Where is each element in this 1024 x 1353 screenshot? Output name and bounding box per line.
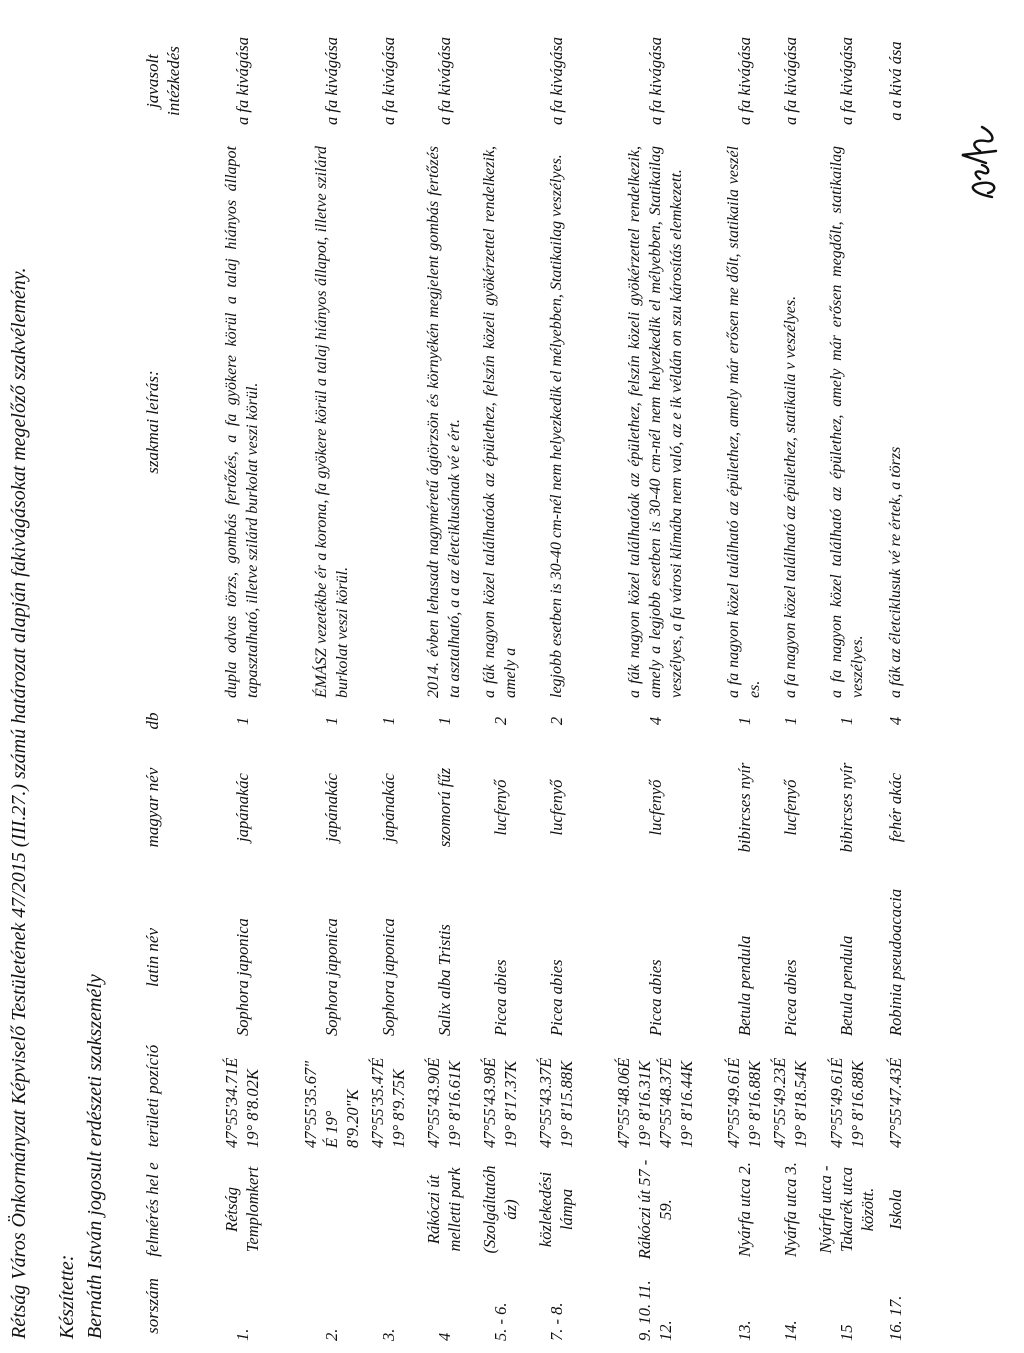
- row-count: 2: [490, 716, 510, 726]
- row-position: [411, 1040, 477, 1152]
- row-latin-name: Sophora japonica: [378, 918, 398, 1036]
- position-line: 47°55'34.71É: [222, 1057, 241, 1148]
- author-label: Készítette:: [56, 1254, 78, 1339]
- row-position: [721, 1040, 767, 1152]
- row-description: a fa nagyon közel található az épülethez, amely már erősen megdőlt, statikailag veszélyes.: [827, 146, 866, 698]
- row-number: 15: [837, 1324, 856, 1341]
- row-count: 1: [434, 716, 454, 726]
- header-action: javasolt intézkedés: [143, 46, 183, 116]
- row-location: Iskola: [885, 1189, 905, 1230]
- position-line: 8'9.20"K: [343, 1089, 362, 1148]
- row-count: 1: [232, 716, 252, 726]
- row-number: 1.: [232, 1328, 252, 1341]
- header-count: db: [143, 712, 162, 730]
- row-position: [589, 1040, 721, 1152]
- position-line: 47°55'35.67": [301, 1060, 320, 1148]
- row-hungarian-name: lucfenyő: [546, 779, 566, 836]
- row-hungarian-name: lucfenyő: [780, 779, 800, 836]
- table-row: [365, 20, 411, 1345]
- position-line: 19° 8'16.44K: [677, 1060, 696, 1148]
- table-header-row: [140, 20, 186, 1345]
- position-line: 19° 8'16.88K: [745, 1060, 764, 1148]
- row-description: a fák nagyon közel találhatóak az épülethez, felszín közeli gyökérzettel rendelkezik, amely a: [481, 146, 519, 698]
- row-action: a fa kivágása: [546, 37, 566, 125]
- table-row: [298, 20, 365, 1345]
- row-description: ÉMÁSZ vezetékbe ér a korona, fa gyökere körül a talaj hiányos állapot, illetve szilárd burkolat veszi körül.: [312, 146, 351, 698]
- row-position: [813, 1040, 880, 1152]
- row-position: [880, 1040, 910, 1152]
- row-latin-name: Robinia pseudoacacia: [885, 888, 905, 1036]
- row-count: 4: [645, 716, 665, 726]
- row-location: [365, 1152, 411, 1267]
- row-action: a a kivá ása: [885, 41, 905, 121]
- header-position: területi pozíció: [143, 1044, 162, 1148]
- row-latin-name: Sophora japonica: [322, 918, 341, 1036]
- row-description: a fák az életciklusuk vé re értek, a törzs: [886, 446, 904, 698]
- row-number: 3.: [378, 1328, 398, 1341]
- row-hungarian-name: fehér akác: [885, 772, 905, 843]
- row-action: a fa kivágása: [837, 37, 856, 125]
- row-number: 16. 17.: [885, 1295, 905, 1341]
- row-count: 1: [837, 716, 856, 726]
- row-description: a fa nagyon közel található az épülethez, amely már erősen me dőlt, statikaila veszél es.: [725, 146, 763, 698]
- row-latin-name: Sophora japonica: [232, 918, 252, 1036]
- row-action: a fa kivágása: [378, 37, 398, 125]
- table-row: [186, 20, 298, 1345]
- position-line: 47°55'43.37É: [536, 1057, 555, 1148]
- row-count: 1: [322, 716, 341, 726]
- row-number: 13.: [734, 1320, 754, 1341]
- position-line: 47°55'49.61É: [826, 1057, 846, 1148]
- row-count: 1: [734, 716, 754, 726]
- row-hungarian-name: szomorú fűz: [434, 767, 454, 848]
- position-line: 47°55'49.23É: [770, 1057, 789, 1148]
- header-hungarian-name: magyar név: [143, 767, 162, 848]
- row-hungarian-name: bibircses nyír: [837, 762, 856, 853]
- row-latin-name: Betula pendula: [734, 935, 754, 1036]
- table-row: [813, 20, 880, 1345]
- position-line: 47°55'35.47É: [368, 1057, 387, 1148]
- position-line: 19° 8'8.02K: [243, 1069, 262, 1148]
- table-row: [767, 20, 813, 1345]
- row-count: 2: [546, 716, 566, 726]
- tree-survey-table: [140, 20, 910, 1345]
- row-position: [186, 1040, 298, 1152]
- position-line: 19° 8'16.31K: [635, 1060, 654, 1148]
- position-line: 19° 8'16.61K: [445, 1060, 464, 1148]
- row-hungarian-name: japánakác: [378, 773, 398, 842]
- position-line: 19° 8'16.88K: [847, 1060, 867, 1148]
- table-row: [589, 20, 721, 1345]
- document-title: Rétság Város Önkormányzat Képviselő Testületének 47/2015 (III.27.) számú határozat alapján fakivágásokat megelőző szakvélemény.: [8, 267, 30, 1339]
- row-latin-name: Salix alba Tristis: [434, 924, 454, 1036]
- row-description: [365, 142, 411, 702]
- row-number: 2.: [322, 1328, 341, 1341]
- row-action: a fa kivágása: [780, 37, 800, 125]
- header-latin-name: latin név: [143, 928, 162, 988]
- row-hungarian-name: lucfenyő: [645, 779, 665, 836]
- position-line: 47°55'43.98É: [480, 1057, 499, 1148]
- row-count: 1: [378, 716, 398, 726]
- row-latin-name: Picea abies: [546, 959, 566, 1036]
- row-location: Rákóczi út melletti park: [424, 1167, 464, 1252]
- position-line: 19° 8'17.37K: [501, 1060, 520, 1148]
- position-line: É 19°: [322, 1110, 341, 1148]
- row-location: közlekedési lámpa: [536, 1171, 576, 1248]
- position-line: 47°55'48.37É: [656, 1057, 675, 1148]
- position-line: 47°55'48.06É: [614, 1057, 633, 1148]
- row-position: [477, 1040, 523, 1152]
- row-location: Nyárfa utca - Takarék utca között.: [816, 1165, 877, 1254]
- position-line: 19° 8'9.75K: [389, 1069, 408, 1148]
- row-action: [477, 20, 523, 142]
- table-body: [186, 20, 910, 1345]
- row-number: 9. 10. 11. 12.: [635, 1280, 675, 1341]
- row-number: 14.: [780, 1320, 800, 1341]
- row-location: Nyárfa utca 2.: [734, 1162, 754, 1257]
- row-latin-name: Picea abies: [780, 959, 800, 1036]
- row-position: [298, 1040, 365, 1152]
- row-description: dupla odvas törzs, gombás fertőzés, a fa gyökere körül a talaj hiányos állapot tapasztalható, illetve szilárd burkolat veszi körül.: [223, 146, 261, 698]
- row-description: a fa nagyon közel található az épülethez, statikaila v veszélyes.: [781, 295, 799, 698]
- row-action: a fa kivágása: [645, 37, 665, 125]
- row-position: [365, 1040, 411, 1152]
- table-row: [477, 20, 523, 1345]
- row-action: a fa kivágása: [434, 37, 454, 125]
- row-latin-name: Betula pendula: [837, 935, 856, 1036]
- header-location: felmérés hel e: [143, 1162, 162, 1257]
- row-hungarian-name: lucfenyő: [490, 779, 510, 836]
- row-number: 7. - 8.: [546, 1302, 566, 1341]
- header-description: szakmai leírás:: [143, 370, 162, 474]
- row-latin-name: Picea abies: [645, 959, 665, 1036]
- position-line: 47°55'47.43É: [885, 1057, 905, 1148]
- signature-icon: [952, 123, 1007, 203]
- row-count: 4: [885, 716, 905, 726]
- row-location: Nyárfa utca 3.: [780, 1162, 800, 1257]
- position-line: 47°55'49.61É: [724, 1057, 743, 1148]
- table-row: [880, 20, 910, 1345]
- author-name: Bernáth István jogosult erdészeti szakszemély: [84, 974, 106, 1339]
- header-number: sorszám: [143, 1278, 162, 1334]
- row-count: 1: [780, 716, 800, 726]
- row-latin-name: Picea abies: [490, 959, 510, 1036]
- table-row: [721, 20, 767, 1345]
- row-location: Rákóczi út 57 - 59.: [635, 1159, 675, 1260]
- position-line: 19° 8'15.88K: [557, 1060, 576, 1148]
- row-number: 4: [434, 1332, 454, 1341]
- row-location: Rétság Templomkert: [222, 1166, 262, 1253]
- row-hungarian-name: japánakác: [232, 773, 252, 842]
- row-location: (Szolgáltatóh áz): [480, 1165, 520, 1254]
- position-line: 19° 8'18.54K: [791, 1060, 810, 1148]
- table-row: [411, 20, 477, 1345]
- row-hungarian-name: bibircses nyír: [734, 762, 754, 853]
- row-hungarian-name: japánakác: [322, 773, 341, 842]
- row-action: a fa kivágása: [322, 37, 341, 125]
- row-position: [523, 1040, 589, 1152]
- row-description: 2014. évben lehasadt nagyméretű ágtörzsön és környékén megjelent gombás fertőzés ta asztalható, a a az életciklusának vé e ért.: [425, 146, 463, 698]
- row-location: [298, 1152, 365, 1267]
- row-description: a fák nagyon közel találhatóak az épülethez, felszín közeli gyökérzettel rendelkezik, amely a legjobb esetben is 30-40 cm-nél nem helyezkedik el mélyebben, Statikailag veszélyes, a fa városi klímába nem való, az e ik véldán on szu károsítás elemkezett.: [625, 146, 685, 698]
- table-row: [523, 20, 589, 1345]
- row-action: a fa kivágása: [734, 37, 754, 125]
- row-position: [767, 1040, 813, 1152]
- row-action: a fa kivágása: [232, 37, 252, 125]
- row-number: 5. - 6.: [490, 1302, 510, 1341]
- row-description: legjobb esetben is 30-40 cm-nél nem helyezkedik el mélyebben, Statikailag veszélyes.: [547, 154, 565, 698]
- position-line: 47°55'43.90É: [424, 1057, 443, 1148]
